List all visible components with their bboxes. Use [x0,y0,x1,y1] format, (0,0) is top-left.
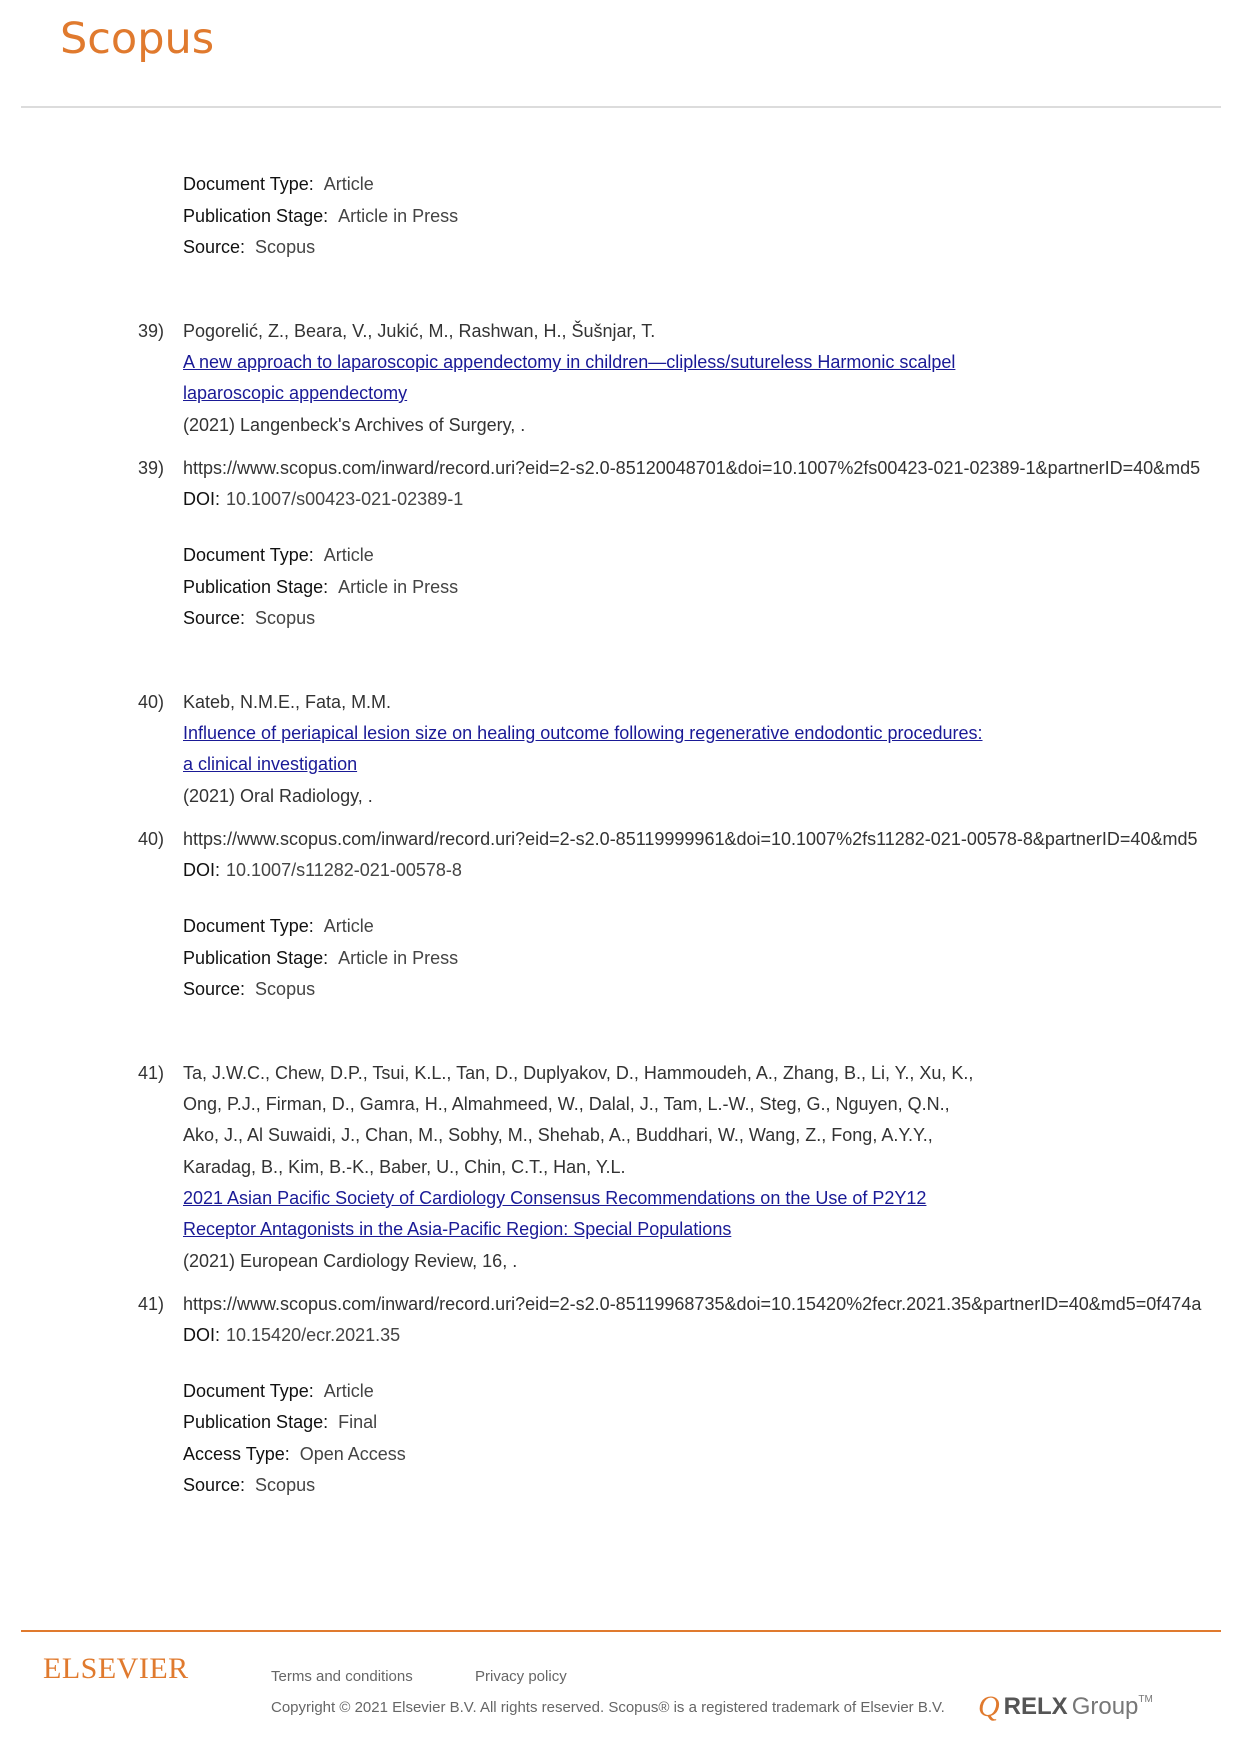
entry-citation: (2021) Langenbeck's Archives of Surgery, . [183,415,526,435]
copyright-text: Copyright © 2021 Elsevier B.V. All rights reserved. Scopus® is a registered trademark of Elsevier B.V. [271,1699,945,1716]
carryover-publication-stage: Publication Stage: Article in Press [183,206,459,226]
entry-authors: Pogorelić, Z., Beara, V., Jukić, M., Rashwan, H., Šušnjar, T. [183,321,656,341]
entry-doi: DOI: 10.1007/s00423-021-02389-1 [183,489,464,509]
entry-citation: (2021) Oral Radiology, . [183,786,373,806]
entry-authors: Ta, J.W.C., Chew, D.P., Tsui, K.L., Tan, D., Duplyakov, D., Hammoudeh, A., Zhang, B., Li, Y., Xu, K., [183,1063,974,1083]
entry-document-type: Document Type: Article [183,545,374,565]
entry-document-type: Document Type: Article [183,916,374,936]
trademark-symbol: TM [1138,1693,1153,1705]
entry-doi: DOI: 10.15420/ecr.2021.35 [183,1325,401,1345]
privacy-link[interactable]: Privacy policy [475,1668,567,1685]
relx-mark-icon: Q [978,1690,1000,1723]
entry-title-link-cont[interactable]: laparoscopic appendectomy [183,383,408,403]
entry-source: Source: Scopus [183,1475,316,1495]
entry-number: 40) [138,692,165,712]
carryover-document-type: Document Type: Article [183,174,374,194]
header-divider [21,106,1221,108]
entry-document-type: Document Type: Article [183,1381,374,1401]
entry-title-link[interactable]: A new approach to laparoscopic appendectomy in children—clipless/sutureless Harmonic scalpel [183,352,956,372]
entry-citation: (2021) European Cardiology Review, 16, . [183,1251,518,1271]
entry-title-link-cont[interactable]: a clinical investigation [183,754,358,774]
entry-authors: Kateb, N.M.E., Fata, M.M. [183,692,392,712]
entry-title-link[interactable]: Influence of periapical lesion size on healing outcome following regenerative endodontic procedures: [183,723,983,743]
entry-url[interactable]: https://www.scopus.com/inward/record.uri?eid=2-s2.0-85119999961&doi=10.1007%2fs11282-021-00578-8&partnerID=40&md5 [183,829,1198,849]
entry-publication-stage: Publication Stage: Article in Press [183,577,459,597]
entry-title-link-cont[interactable]: Receptor Antagonists in the Asia-Pacific Region: Special Populations [183,1219,732,1239]
entry-url[interactable]: https://www.scopus.com/inward/record.uri?eid=2-s2.0-85120048701&doi=10.1007%2fs00423-021-02389-1&partnerID=40&md5 [183,458,1201,478]
entry-url-number: 41) [138,1294,165,1314]
terms-link[interactable]: Terms and conditions [271,1668,413,1685]
entry-url-number: 39) [138,458,165,478]
entry-url[interactable]: https://www.scopus.com/inward/record.uri?eid=2-s2.0-85119968735&doi=10.15420%2fecr.2021.35&partnerID=40&md5=0f474a [183,1294,1202,1314]
relx-logo [978,1690,1153,1724]
entry-title-link[interactable]: 2021 Asian Pacific Society of Cardiology Consensus Recommendations on the Use of P2Y12 [183,1188,927,1208]
entry-authors-cont: Ako, J., Al Suwaidi, J., Chan, M., Sobhy, M., Shehab, A., Buddhari, W., Wang, Z., Fong, A.Y.Y., [183,1125,933,1145]
elsevier-logo: ELSEVIER [43,1652,189,1685]
scopus-logo: Scopus [60,14,215,64]
entry-authors-cont: Ong, P.J., Firman, D., Gamra, H., Almahmeed, W., Dalal, J., Tam, L.-W., Steg, G., Nguyen, Q.N., [183,1094,950,1114]
entry-url-number: 40) [138,829,165,849]
entry-publication-stage: Publication Stage: Final [183,1412,378,1432]
entry-access-type: Access Type: Open Access [183,1444,406,1464]
entry-authors-cont: Karadag, B., Kim, B.-K., Baber, U., Chin, C.T., Han, Y.L. [183,1157,626,1177]
relx-group-text: Group [1071,1693,1139,1720]
entry-publication-stage: Publication Stage: Article in Press [183,948,459,968]
entry-number: 41) [138,1063,165,1083]
footer-divider [21,1630,1221,1632]
carryover-source: Source: Scopus [183,237,316,257]
relx-wordmark: RELX [1003,1693,1068,1720]
entry-source: Source: Scopus [183,608,316,628]
entry-number: 39) [138,321,165,341]
entry-doi: DOI: 10.1007/s11282-021-00578-8 [183,860,462,880]
entry-source: Source: Scopus [183,979,316,999]
